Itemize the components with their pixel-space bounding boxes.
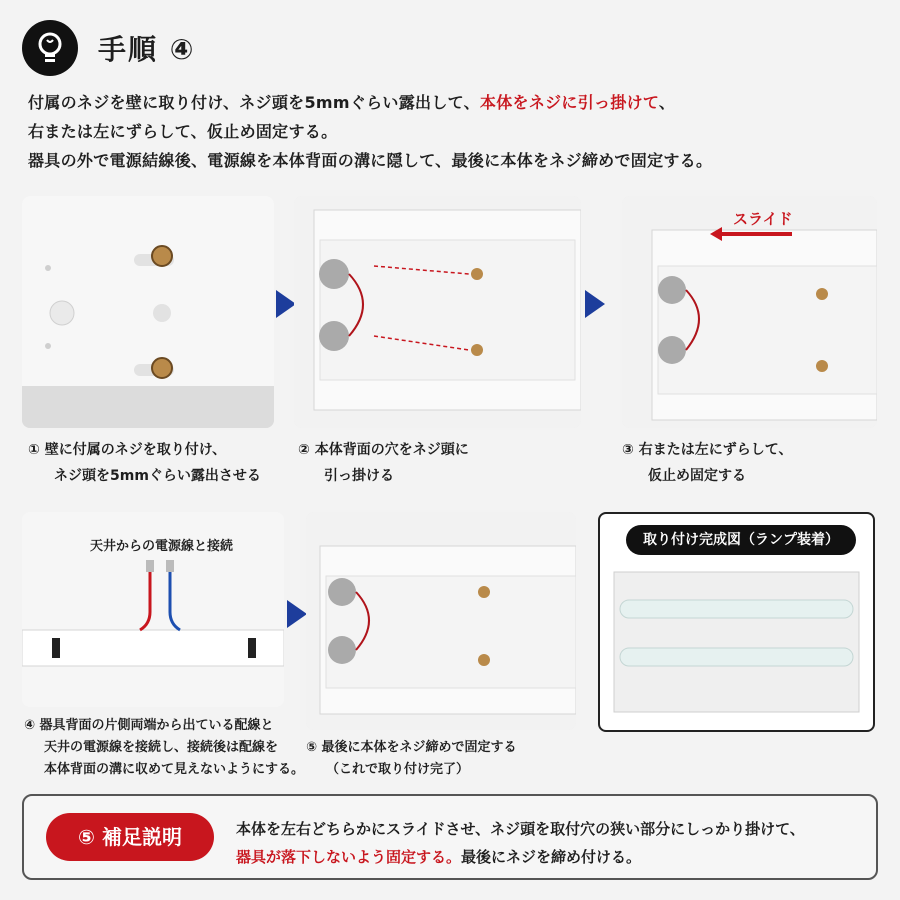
step3-caption-line2: 仮止め固定する (648, 468, 746, 484)
step2-caption (298, 437, 469, 489)
intro-line-3: 器具の外で電源結線後、電源線を本体背面の溝に隠して、最後に本体をネジ締めで固定する。 (28, 151, 713, 170)
page-title: 手順 ④ (98, 33, 196, 66)
note-line-2 (236, 846, 641, 867)
intro-line-2: 右または左にずらして、仮止め固定する。 (28, 122, 338, 141)
step5-caption-line2: （これで取り付け完了） (326, 762, 470, 777)
slide-label: スライド (733, 210, 793, 228)
step4-caption-line3: 本体背面の溝に収めて見えないようにする。 (44, 762, 305, 777)
arrow-icon (276, 290, 296, 318)
step3-caption-line1: ③ 右または左にずらして、 (622, 442, 793, 458)
intro-line-1 (28, 90, 675, 113)
step2-caption-line1: ② 本体背面の穴をネジ頭に (298, 442, 469, 458)
note-label: ⑤ 補足説明 (46, 813, 214, 861)
intro-line-1-highlight: 本体をネジに引っ掛けて (479, 93, 659, 112)
step4-caption (24, 715, 304, 781)
intro-line-1-text: 付属のネジを壁に取り付け、ネジ頭を5mmぐらい露出して、 (28, 93, 480, 112)
step2-caption-line2: 引っ掛ける (324, 468, 394, 484)
final-title: 取り付け完成図（ランプ装着） (626, 525, 856, 555)
step5-caption-line1: ⑤ 最後に本体をネジ締めで固定する (306, 740, 517, 755)
step3-image (622, 196, 877, 428)
lightbulb-icon (22, 20, 78, 76)
note-line-2-text: 最後にネジを締め付ける。 (461, 848, 642, 866)
intro-line-1-end: 、 (658, 93, 676, 112)
step2-image (294, 196, 581, 428)
step1-image (22, 196, 274, 428)
wiring-label: 天井からの電源線と接続 (90, 539, 234, 554)
step4-caption-line1: ④ 器具背面の片側両端から出ている配線と (24, 718, 274, 733)
step5-caption (306, 737, 517, 781)
step1-caption-line1: ① 壁に付属のネジを取り付け、 (28, 442, 227, 458)
arrow-icon (585, 290, 605, 318)
step1-caption-line2: ネジ頭を5mmぐらい露出させる (54, 468, 261, 484)
step5-image (306, 512, 576, 730)
note-line-1: 本体を左右どちらかにスライドさせ、ネジ頭を取付穴の狭い部分にしっかり掛けて、 (236, 820, 805, 838)
note-line-2-highlight: 器具が落下しないよう固定する。 (236, 848, 462, 866)
step3-caption (622, 437, 792, 489)
step1-caption (28, 437, 261, 489)
step4-caption-line2: 天井の電源線を接続し、接続後は配線を (44, 740, 279, 755)
arrow-icon (287, 600, 307, 628)
